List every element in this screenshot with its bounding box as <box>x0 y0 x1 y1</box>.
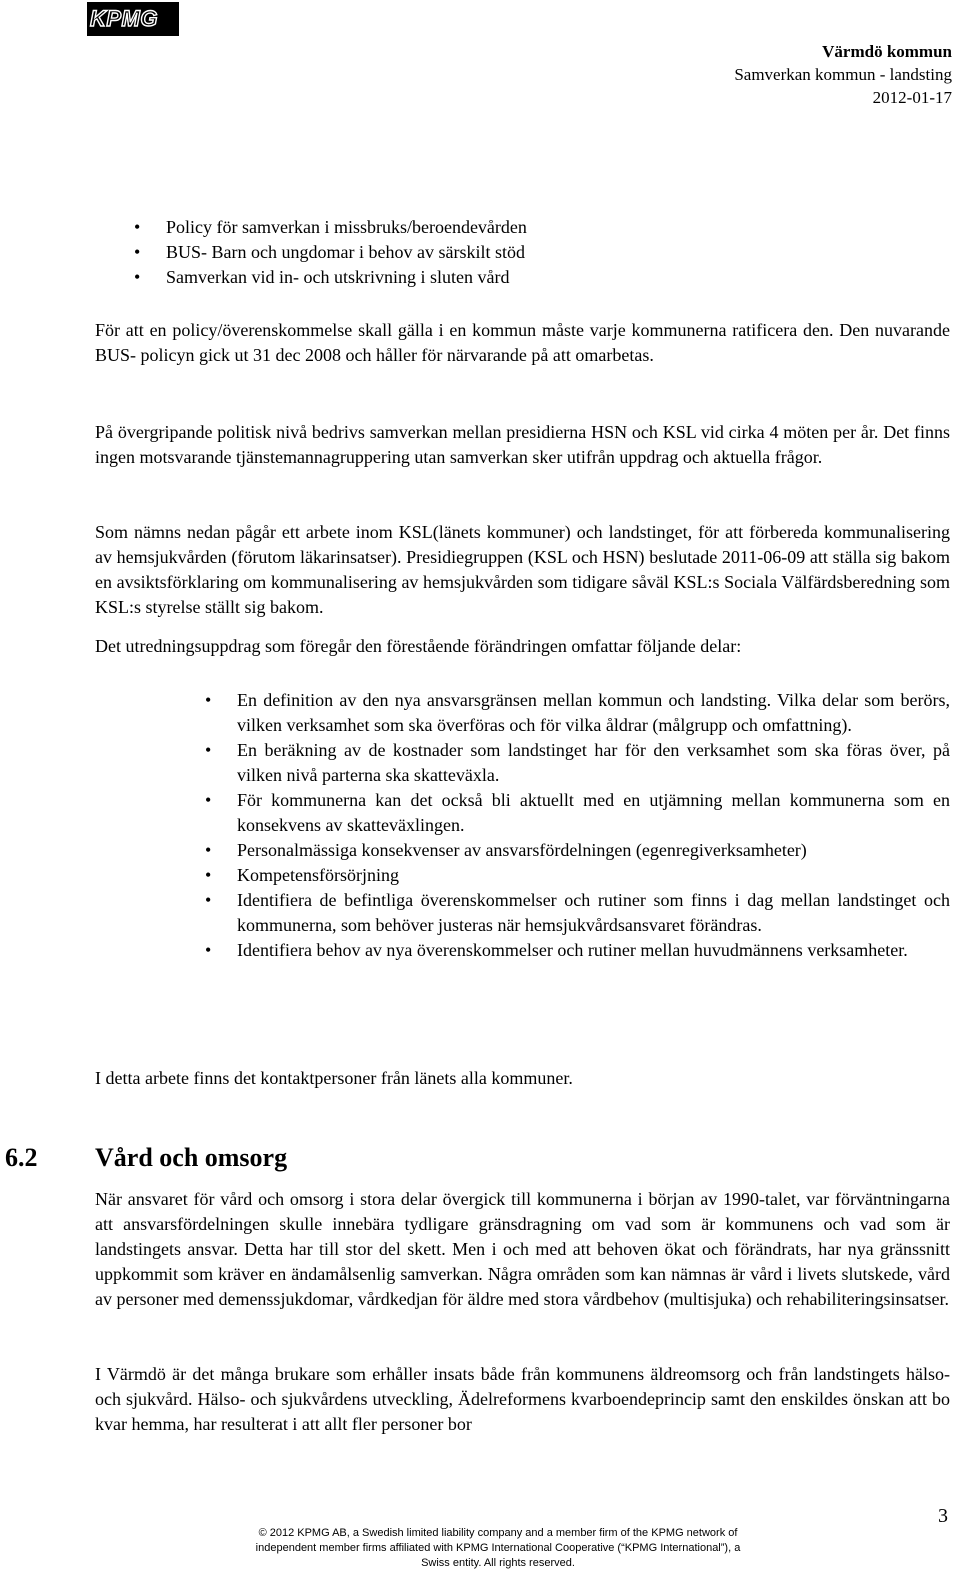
paragraph-vard-omsorg: När ansvaret för vård och omsorg i stora delar övergick till kommunerna i början av 1990-talet, var förväntningarna att ansvarsfördelningen skulle innebära tydligare gränsdragning om vad som är kommunens och vad som är landstingets ansvar. Detta har till stor del skett. Men i och med att behoven ökat och förändrats, har nya gränssnitt uppkommit som kräver en ändamålsenlig samverkan. Några områden som kan nämnas är vård i livets slutskede, vård av personer med demenssjukdomar, vårdkedjan för äldre med stora vårdbehov (multisjuka) och rehabiliteringsinsatser. <box>95 1189 950 1309</box>
section-title: Vård och omsorg <box>95 1143 288 1172</box>
section-number: 6.2 <box>5 1143 38 1172</box>
list-item: • Personalmässiga konsekvenser av ansvarsfördelningen (egenregiverksamheter) <box>237 838 950 863</box>
header-date: 2012-01-17 <box>872 88 952 107</box>
paragraph-utredningsuppdrag: Det utredningsuppdrag som föregår den förestående förändringen omfattar följande delar: <box>95 636 742 656</box>
paragraph-ksl-arbete: Som nämns nedan pågår ett arbete inom KSL(länets kommuner) och landstinget, för att förbereda kommunalisering av hemsjukvården (förutom läkarinsatser). Presidiegruppen (KSL och HSN) beslutade 2011-06-09 att ställa sig bakom en avsiktsförklaring om kommunalisering av hemsjukvården som tidigare såväl KSL:s Sociala Välfärdsberedning som KSL:s styrelse ställt sig bakom. <box>95 522 950 617</box>
list-item: • BUS- Barn och ungdomar i behov av särskilt stöd <box>166 240 866 265</box>
footer-copyright: © 2012 KPMG AB, a Swedish limited liability company and a member firm of the KPMG network of independent member firms affiliated with KPMG International Cooperative (“KPMG International”), a Swiss entity. All rights reserved. <box>255 1527 741 1569</box>
list-item: • Identifiera behov av nya överenskommelser och rutiner mellan huvudmännens verksamheter. <box>237 938 950 963</box>
paragraph-varmdo-brukare: I Värmdö är det många brukare som erhåller insats både från kommunens äldreomsorg och från landstingets hälso- och sjukvård. Hälso- och sjukvårdens utveckling, Ädelreformens kvarboendeprincip samt den enskildes önskan att bo kvar hemma, har resulterat i att allt fler personer bor <box>95 1364 950 1434</box>
logo-text: KPMG <box>90 6 158 31</box>
list-item: • En beräkning av de kostnader som landstinget har för den verksamhet som ska föras över, på vilken nivå parterna ska skatteväxla. <box>237 738 950 788</box>
list-item: • För kommunerna kan det också bli aktuellt med en utjämning mellan kommunerna som en konsekvens av skatteväxlingen. <box>237 788 950 838</box>
uppdrag-bullet-list <box>237 688 950 963</box>
paragraph-politisk-niva: På övergripande politisk nivå bedrivs samverkan mellan presidierna HSN och KSL vid cirka 4 möten per år. Det finns ingen motsvarande tjänstemannagruppering utan samverkan sker utifrån uppdrag och aktuella frågor. <box>95 422 950 467</box>
list-item: • Policy för samverkan i missbruks/beroendevården <box>166 215 866 240</box>
list-item: • En definition av den nya ansvarsgränsen mellan kommun och landsting. Vilka delar som berörs, vilken verksamhet som ska överföras och för vilka åldrar (målgrupp och omfattning). <box>237 688 950 738</box>
list-item: • Samverkan vid in- och utskrivning i sluten vård <box>166 265 866 290</box>
top-bullet-list <box>166 215 866 290</box>
list-item: • Kompetensförsörjning <box>237 863 950 888</box>
page-number: 3 <box>938 1505 948 1527</box>
kpmg-logo <box>87 2 179 36</box>
header-org: Värmdö kommun <box>822 42 952 61</box>
paragraph-kontaktpersoner: I detta arbete finns det kontaktpersoner från länets alla kommuner. <box>95 1068 573 1088</box>
header-subtitle: Samverkan kommun - landsting <box>734 65 952 84</box>
paragraph-policy: För att en policy/överenskommelse skall gälla i en kommun måste varje kommunerna ratificera den. Den nuvarande BUS- policyn gick ut 31 dec 2008 och håller för närvarande på att omarbetas. <box>95 320 950 365</box>
list-item: • Identifiera de befintliga överenskommelser och rutiner som finns i dag mellan landstinget och kommunerna, som behöver justeras när hemsjukvårdsansvaret förändras. <box>237 888 950 938</box>
